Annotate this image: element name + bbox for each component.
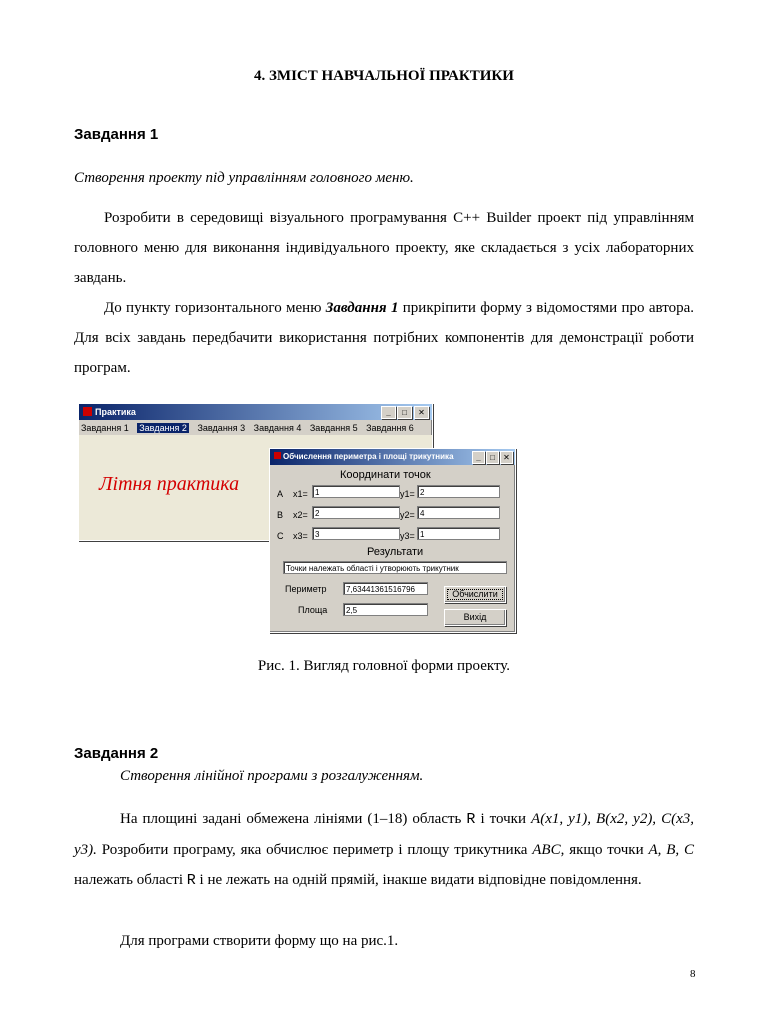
x2-input[interactable]: 2 <box>312 506 400 519</box>
area-field[interactable]: 2,5 <box>343 603 428 616</box>
calculate-button[interactable]: Обчислити <box>444 586 506 603</box>
task1-p2-bold: Завдання 1 <box>325 300 399 316</box>
task1-p2-after: прикріпити форму з відомостями про автора. Для всіх завдань передбачити використання потрібних компонентів для демонстрації роботи програм. <box>74 300 694 376</box>
task2-paragraph-2 <box>74 926 694 956</box>
perimeter-label: Периметр <box>285 584 327 594</box>
triangle-abc: ABC <box>532 842 561 858</box>
task2-p1-a: На площині задані обмежена лініями (1–18) область <box>120 811 462 827</box>
figure-caption: Рис. 1. Вигляд головної форми проекту. <box>257 658 511 674</box>
x3-input[interactable]: 3 <box>312 527 400 540</box>
y3-input[interactable]: 1 <box>417 527 500 540</box>
menu-item-task4[interactable]: Завдання 4 <box>253 423 302 433</box>
banner-text: Літня практика <box>99 473 240 495</box>
task1-p2-before: До пункту горизонтального меню <box>104 300 326 316</box>
main-menu <box>79 420 432 436</box>
task1-subtitle: Створення проекту під управлінням головного меню. <box>74 170 414 186</box>
points-formula: A(x1, y1), B(x2, y2), C(x3, y3). <box>74 811 694 858</box>
menu-item-task1[interactable]: Завдання 1 <box>81 423 129 433</box>
task2-p1-f: і не лежать на одній прямій, інакше видати відповідне повідомлення. <box>199 872 642 888</box>
y1-input[interactable]: 2 <box>417 485 500 498</box>
task2-subtitle: Створення лінійної програми з розгалуженням. <box>120 768 424 784</box>
menu-item-task3[interactable]: Завдання 3 <box>197 423 246 433</box>
section-title: 4. ЗМІСТ НАВЧАЛЬНОЇ ПРАКТИКИ <box>254 68 514 84</box>
main-window-title: Практика <box>95 407 136 417</box>
perimeter-field[interactable]: 7,63441361516796 <box>343 582 428 595</box>
coords-label: Координати точок <box>340 469 431 481</box>
menu-item-task6[interactable]: Завдання 6 <box>366 423 414 433</box>
dialog-close-icon[interactable]: ✕ <box>500 451 513 464</box>
menu-item-task2[interactable]: Завдання 2 <box>139 423 187 433</box>
task2-p1-e: належать області <box>74 872 184 888</box>
task1-paragraph-2 <box>74 293 694 383</box>
task2-paragraph-1 <box>74 804 694 896</box>
point-c-label: C <box>277 531 284 541</box>
y1-label: y1= <box>400 489 415 499</box>
task1-heading: Завдання 1 <box>74 126 159 143</box>
x2-label: x2= <box>293 510 308 520</box>
y3-label: y3= <box>400 531 415 541</box>
dialog-icon <box>274 452 281 459</box>
calc-dialog <box>269 448 516 633</box>
area-label: Площа <box>298 605 328 615</box>
main-window-titlebar <box>79 404 432 420</box>
dialog-title: Обчислення периметра і площі трикутника <box>283 452 454 461</box>
minimize-icon[interactable]: _ <box>381 406 396 419</box>
y2-label: y2= <box>400 510 415 520</box>
point-a-label: A <box>277 489 284 499</box>
dialog-maximize-icon[interactable]: □ <box>486 451 499 464</box>
points-abc: A, B, C <box>648 842 694 858</box>
dialog-minimize-icon[interactable]: _ <box>472 451 485 464</box>
task2-p1-c: Розробити програму, яка обчислює периметр і площу трикутника <box>101 842 528 858</box>
task2-p1-b: і точки <box>480 811 526 827</box>
region-r-symbol: R <box>466 811 476 828</box>
task2-p2-text: Для програми створити форму що на рис.1. <box>120 933 399 949</box>
close-icon[interactable]: ✕ <box>414 406 429 419</box>
x3-label: x3= <box>293 531 308 541</box>
results-label: Результати <box>367 546 424 558</box>
page-number: 8 <box>690 968 696 980</box>
app-icon <box>83 407 92 416</box>
exit-button[interactable]: Вихід <box>444 609 506 626</box>
x1-label: x1= <box>293 489 308 499</box>
result-text-field[interactable]: Точки належать області і утворюють трикутник <box>283 561 507 574</box>
dialog-titlebar <box>270 449 515 465</box>
point-b-label: B <box>277 510 284 520</box>
task1-paragraph-1 <box>74 203 694 293</box>
task2-p1-d: , якщо точки <box>560 842 644 858</box>
task2-heading: Завдання 2 <box>74 745 159 762</box>
maximize-icon[interactable]: □ <box>397 406 412 419</box>
task1-p1-text: Розробити в середовищі візуального програмування С++ Builder проект під управлінням головного меню для виконання індивідуального проекту, яке складається з усіх лабораторних завдань. <box>74 210 694 286</box>
menu-item-task5[interactable]: Завдання 5 <box>309 423 358 433</box>
region-r-symbol-2: R <box>186 872 196 889</box>
y2-input[interactable]: 4 <box>417 506 500 519</box>
x1-input[interactable]: 1 <box>312 485 400 498</box>
